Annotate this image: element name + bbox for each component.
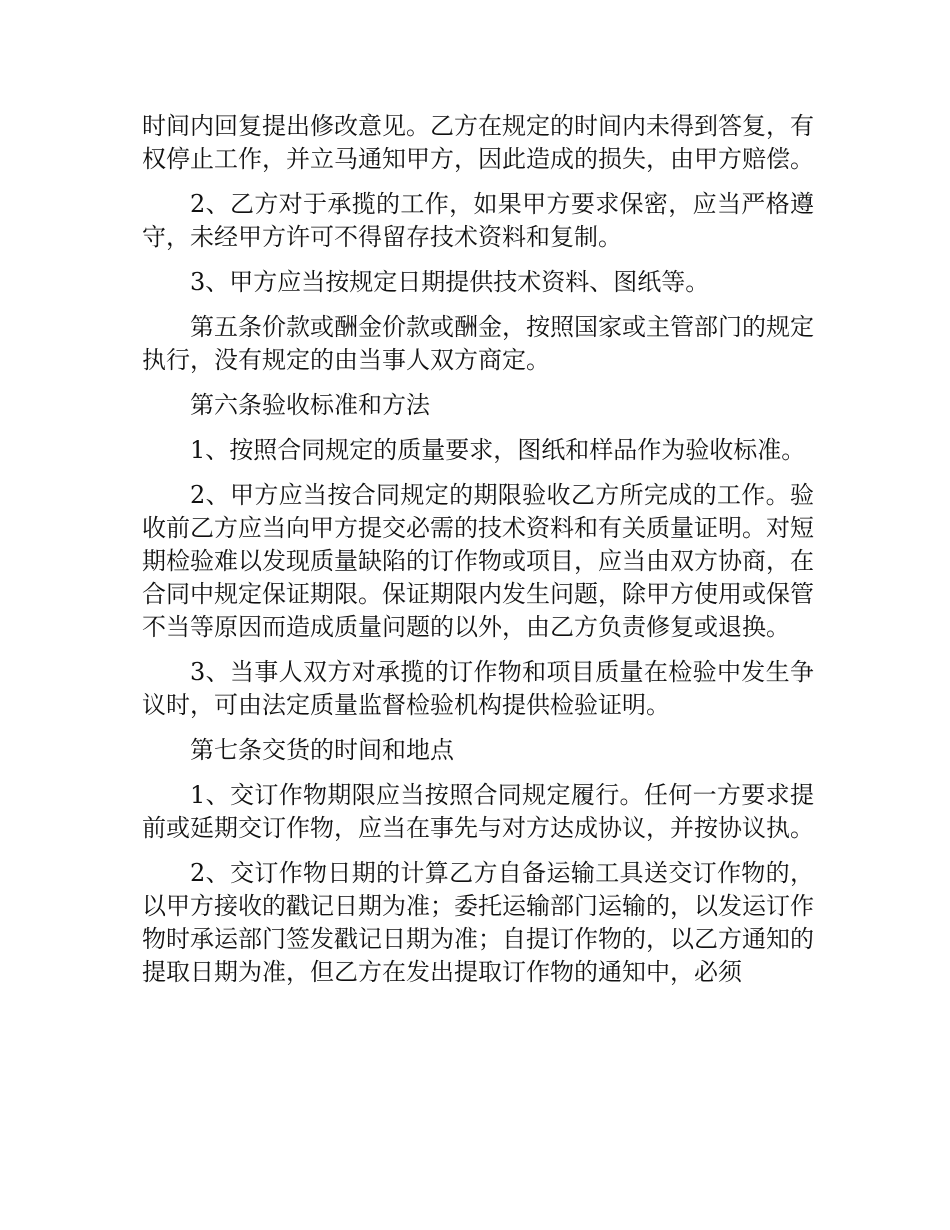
paragraph-continuation: 时间内回复提出修改意见。乙方在规定的时间内未得到答复，有权停止工作，并立马通知甲方，因此造成的损失，由甲方赔偿。 <box>142 112 814 173</box>
paragraph-clause-7-2: 2、交订作物日期的计算乙方自备运输工具送交订作物的，以甲方接收的戳记日期为准；委托运输部门运输的，以发运订作物时承运部门签发戳记日期为准；自提订作物的，以乙方通知的提取日期为准，但乙方在发出提取订作物的通知中，必须 <box>142 859 814 986</box>
paragraph-clause-7-1: 1、交订作物期限应当按照合同规定履行。任何一方要求提前或延期交订作物，应当在事先与对方达成协议，并按协议执。 <box>142 781 814 842</box>
paragraph-clause-4-3: 3、甲方应当按规定日期提供技术资料、图纸等。 <box>190 268 710 296</box>
paragraph-clause-6-3: 3、当事人双方对承揽的订作物和项目质量在检验中发生争议时，可由法定质量监督检验机构提供检验证明。 <box>142 658 814 719</box>
paragraph-clause-4-2: 2、乙方对于承揽的工作，如果甲方要求保密，应当严格遵守，未经甲方许可不得留存技术资料和复制。 <box>142 190 814 251</box>
document-page <box>142 110 814 1001</box>
paragraph-clause-6-2: 2、甲方应当按合同规定的期限验收乙方所完成的工作。验收前乙方应当向甲方提交必需的技术资料和有关质量证明。对短期检验难以发现质量缺陷的订作物或项目，应当由双方协商，在合同中规定保证期限。保证期限内发生问题，除甲方使用或保管不当等原因而造成质量问题的以外，由乙方负责修复或退换。 <box>142 481 814 641</box>
paragraph-clause-6-1: 1、按照合同规定的质量要求，图纸和样品作为验收标准。 <box>190 436 806 464</box>
heading-article-6: 第六条验收标准和方法 <box>190 391 430 419</box>
heading-article-7: 第七条交货的时间和地点 <box>190 736 454 764</box>
paragraph-article-5: 第五条价款或酬金价款或酬金，按照国家或主管部门的规定执行，没有规定的由当事人双方商定。 <box>142 313 814 374</box>
